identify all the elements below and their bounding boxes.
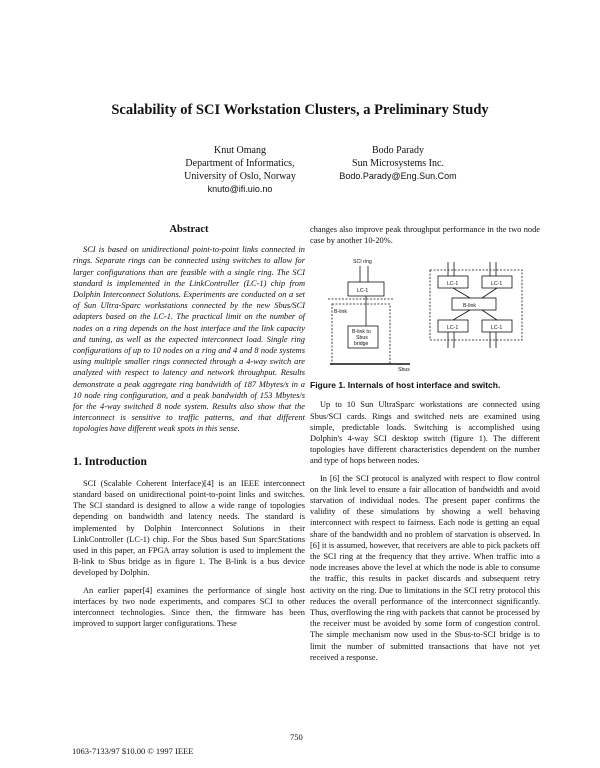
bridge-label-3: bridge bbox=[354, 341, 369, 348]
author-email: Bodo.Parady@Eng.Sun.Com bbox=[339, 171, 457, 181]
lc1-label: LC-1 bbox=[491, 325, 503, 332]
paragraph: In [6] the SCI protocol is analyzed with respect to flow control on the link level to ensure a fair allocation of bandwidth and avoid starvation of individual nodes. The present paper confirms the validity of these simulations by showing a well behaving interconnect with respect to fairness. Each node is getting an equal share of the bandwidth and no problem of starvation is observed. In [6] it is assumed, however, that receivers are able to pick packets off the SCI ring at the frequency that they arrive. When traffic into a node increases above the level at which the node is able to consume the traffic, this results in packet discards and subsequent retry activity on the ring. Due to limitations in the SCI retry protocol this reduces the overall performance of the interconnect significantly. Thus, overflowing the ring with packets that cannot be processed by the receiver must be avoided by some form of congestion control. The simple mechanism now used in the Sbus-to-SCI bridge is to limit the number of submitted transactions that have not yet received a response. bbox=[310, 473, 540, 662]
right-column bbox=[310, 224, 540, 663]
author-name: Knut Omang bbox=[214, 145, 266, 156]
page-number: 750 bbox=[290, 732, 303, 742]
author-email: knuto@ifi.uio.no bbox=[207, 184, 273, 194]
copyright-line: 1063-7133/97 $10.00 © 1997 IEEE bbox=[72, 746, 194, 756]
switch-outline bbox=[430, 270, 522, 340]
sci-ring-label: SCI ring bbox=[353, 259, 372, 266]
paragraph: Up to 10 Sun UltraSparc workstations are connected using Sbus/SCI cards. Rings and switched nets are examined using simple, predictable loads. Switching is accomplished using Dolphin's 4-way SCI desktop switch (figure 1). The different topologies have different characteristics dependent on the number and type of hops between nodes. bbox=[310, 400, 540, 466]
intro-paragraph: SCI (Scalable Coherent Interface)[4] is an IEEE interconnect standard based on unidirectional point-to-point links and switches. The SCI standard is designed to allow a wide range of topologies depending on bandwidth and latency needs. The standard is implemented by Dolphin Interconnect Solutions in their LinkController (LC-1) chip. For the Sbus based Sun SparcStations used in this paper, an FPGA array solution is used to implement the B-link to Sbus bridge as in figure 1. The B-link is a bus device developed by Dolphin. bbox=[73, 478, 305, 578]
intro-heading: 1. Introduction bbox=[73, 455, 147, 468]
author-block-2 bbox=[298, 144, 498, 183]
left-column bbox=[73, 224, 305, 630]
author-affiliation: Sun Microsystems Inc. bbox=[352, 158, 444, 169]
sbus-label: Sbus bbox=[398, 367, 410, 374]
abstract-text: SCI is based on unidirectional point-to-point links connected in rings. Separate rings can be connected using switches to allow for larger configurations than are feasible with a single ring. The SCI standard is implemented in the LinkController (LC-1) chip from Dolphin Interconnect Solutions. Experiments are conducted on a set of Sun Ultra-Sparc workstations connected by the new Sbus/SCI adapters based on the LC-1. The practical limit on the number of nodes on a ring depends on the host interface and the link capacity and tuning, as well as the expected interconnect load. Single ring configurations of up to 10 nodes on a ring and 4 and 8 node systems using multiple smaller rings connected through a 4-way switch are analyzed with respect to latency and network throughput. Results demonstrate a peak aggregate ring bandwidth of 187 Mbytes/s in a 10 node ring configuration, and a peak bandwidth of 153 Mbytes/s for the 4-way switched 8 node system. Results also show that the interconnect is sensitive to traffic patterns, and that different topologies have different weak spots in this sense. bbox=[73, 245, 305, 434]
bridge-label-1: B-link to bbox=[352, 329, 371, 336]
lc1-label: LC-1 bbox=[447, 281, 459, 288]
figure-1 bbox=[310, 254, 540, 374]
abstract bbox=[73, 244, 305, 434]
bridge-label-2: Sbus bbox=[356, 335, 368, 342]
b-link-label: B-link bbox=[463, 303, 476, 310]
author-name: Bodo Parady bbox=[372, 145, 424, 156]
intro-paragraph: An earlier paper[4] examines the performance of single host interfaces by two node experiments, and compares SCI to other interconnect technologies. Since then, the firmware has been improved to support larger configurations. These bbox=[73, 585, 305, 629]
lc1-label: LC-1 bbox=[491, 281, 503, 288]
b-link-label: B-link bbox=[334, 309, 347, 316]
author-affiliation: University of Oslo, Norway bbox=[184, 171, 296, 182]
figure-caption: Figure 1. Internals of host interface and switch. bbox=[310, 380, 501, 391]
paper-title: Scalability of SCI Workstation Clusters, a Preliminary Study bbox=[111, 102, 489, 118]
paragraph: changes also improve peak throughput performance in the two node case by another 10-20%. bbox=[310, 225, 540, 246]
abstract-heading: Abstract bbox=[169, 224, 209, 235]
author-affiliation: Department of Informatics, bbox=[185, 158, 295, 169]
lc1-label: LC-1 bbox=[357, 288, 369, 295]
lc1-label: LC-1 bbox=[447, 325, 459, 332]
